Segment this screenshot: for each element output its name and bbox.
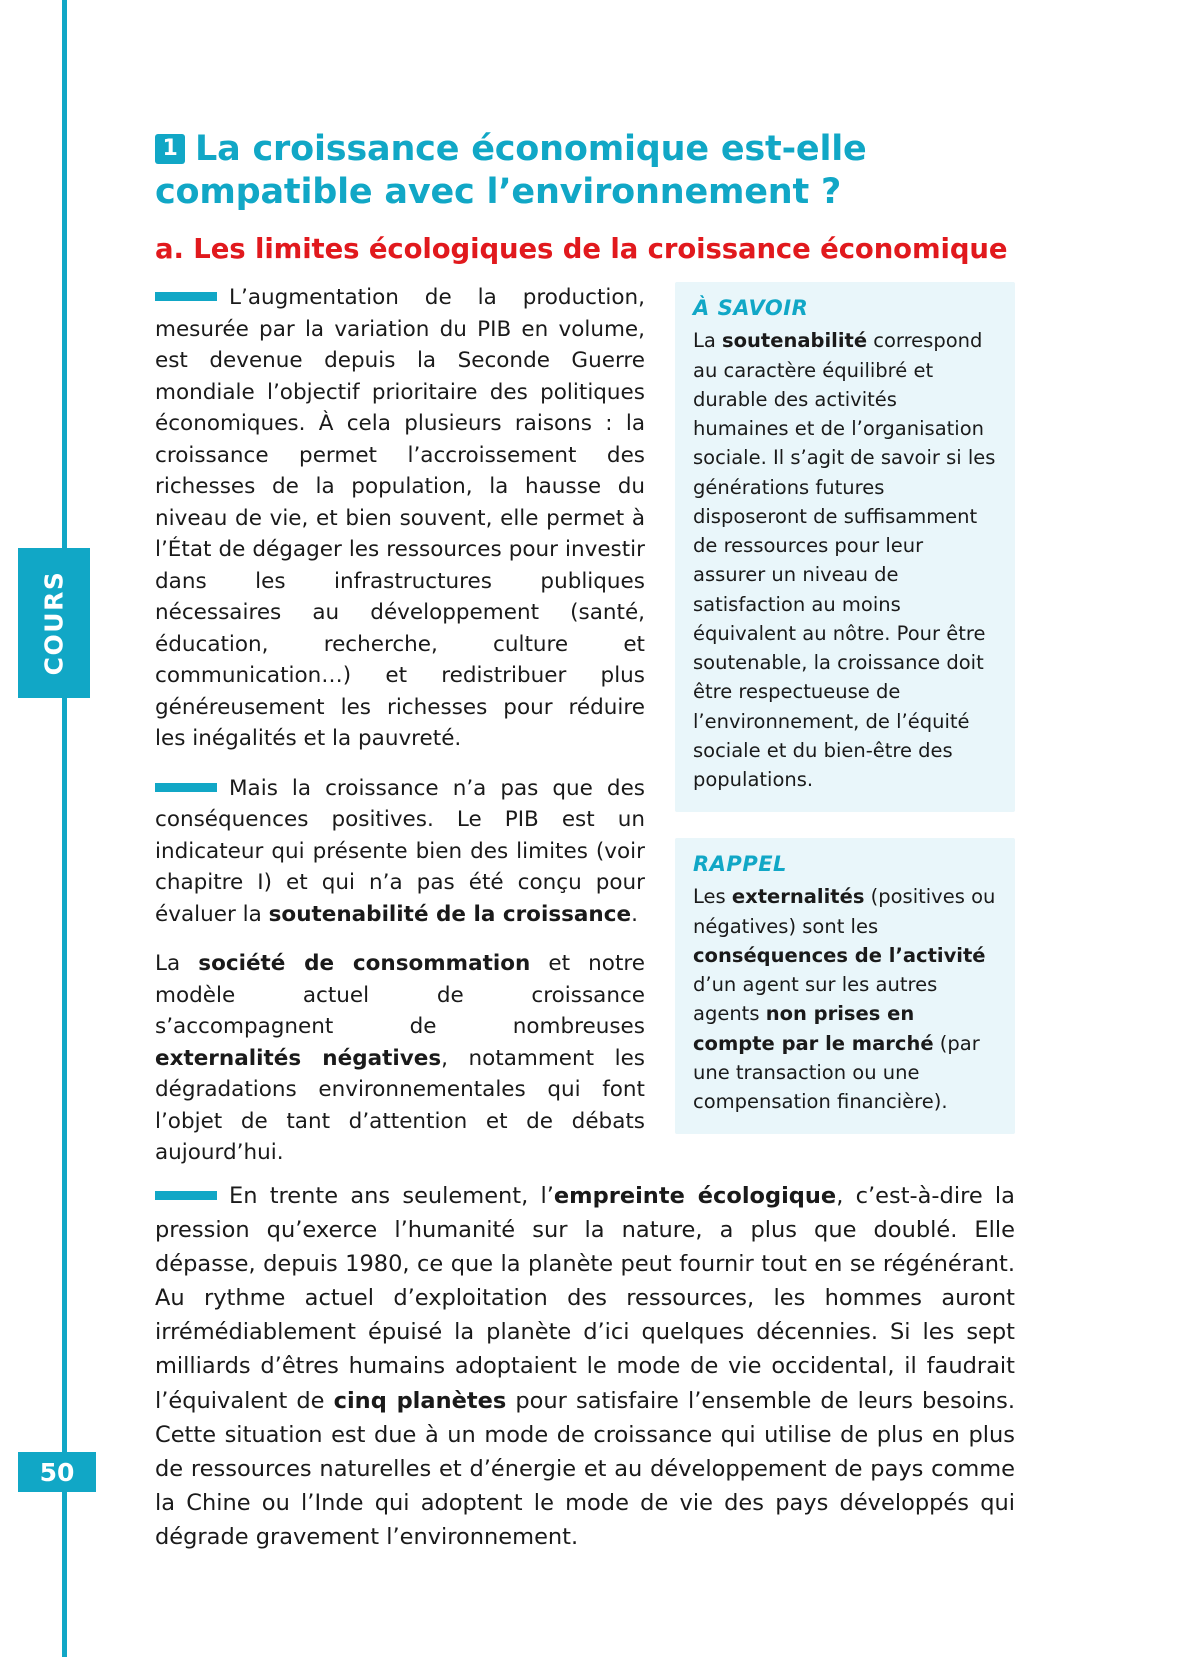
main-column <box>155 282 645 1168</box>
paragraph-text: L’augmentation de la production, mesurée par la variation du PIB en volume, est devenue depuis la Seconde Guerre mondiale l’objectif prioritaire des politiques économiques. À cela plusieurs raisons : la croissance permet l’accroissement des richesses de la population, la hausse du niveau de vie, et bien souvent, elle permet à l’État de dégager les ressources pour investir dans les infrastructures publiques nécessaires au développement (santé, éducation, recherche, culture et communication…) et redistribuer plus généreusement les richesses pour réduire les inégalités et la pauvreté. <box>155 285 645 752</box>
two-column-zone <box>155 282 1015 1168</box>
paragraph-dash-icon <box>155 1191 217 1200</box>
full-width-zone <box>155 1179 1015 1555</box>
info-box-a-savoir <box>675 282 1015 812</box>
page-number: 50 <box>18 1452 96 1492</box>
page-title-line2: compatible avec l’environnement ? <box>155 172 842 213</box>
info-box-rappel <box>675 838 1015 1134</box>
paragraph <box>155 948 645 1168</box>
page-content <box>155 128 1015 1573</box>
paragraph <box>155 1179 1015 1555</box>
info-box-text: La soutenabilité correspond au caractère équilibré et durable des activités humaines et de l’organisation sociale. Il s’agit de savoir si les générations futures disposeront de suffisamment de ressources pour leur assurer un niveau de satisfaction au moins équivalent au nôtre. Pour être soutenable, la croissance doit être respectueuse de l’environnement, de l’équité sociale et du bien-être des populations. <box>693 329 996 792</box>
paragraph <box>155 282 645 754</box>
info-box-text: Les externalités (positives ou négatives) sont les conséquences de l’activité d’un agent sur les autres agents non prises en compte par le marché (par une transaction ou une compensation financière). <box>693 885 996 1114</box>
info-box-title: RAPPEL <box>693 852 787 877</box>
section-number-badge: 1 <box>155 134 185 164</box>
sidebar-boxes <box>675 282 1015 1160</box>
paragraph <box>155 773 645 930</box>
paragraph-dash-icon <box>155 292 217 301</box>
page-left-rule <box>62 0 67 1657</box>
page-subtitle: a. Les limites écologiques de la croissance économique <box>155 233 1008 266</box>
paragraph-text: La société de consommation et notre modèle actuel de croissance s’accompagnent de nombreuses externalités négatives, notamment les dégradations environnementales qui font l’objet de tant d’attention et de débats aujourd’hui. <box>155 951 645 1166</box>
section-tab-label: COURS <box>39 570 69 676</box>
paragraph-text: En trente ans seulement, l’empreinte écologique, c’est-à-dire la pression qu’exerce l’humanité sur la nature, a plus que doublé. Elle dépasse, depuis 1980, ce que la planète peut fournir tout en se régénérant. Au rythme actuel d’exploitation des ressources, les hommes auront irrémédiablement épuisé la planète d’ici quelques décennies. Si les sept milliards d’êtres humains adoptaient le mode de vie occidental, il faudrait l’équivalent de cinq planètes pour satisfaire l’ensemble de leurs besoins. Cette situation est due à un mode de croissance qui utilise de plus en plus de ressources naturelles et d’énergie et au développement de pays comme la Chine ou l’Inde qui adoptent le mode de vie des pays développés qui dégrade gravement l’environnement. <box>155 1182 1016 1551</box>
section-tab-cours <box>18 548 90 698</box>
info-box-title: À SAVOIR <box>693 296 809 321</box>
page-title <box>155 128 1015 214</box>
paragraph-dash-icon <box>155 783 217 792</box>
page-title-line1: La croissance économique est-elle <box>195 129 867 169</box>
paragraph-text: Mais la croissance n’a pas que des conséquences positives. Le PIB est un indicateur qui présente bien des limites (voir chapitre I) et qui n’a pas été conçu pour évaluer la soutenabilité de la croissance. <box>155 775 645 927</box>
